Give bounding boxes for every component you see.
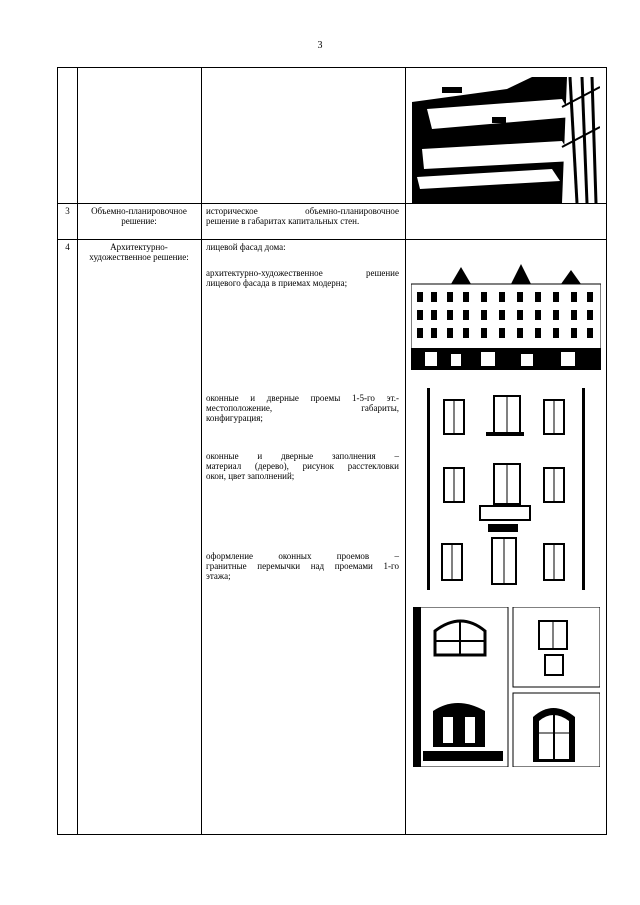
description-line: местоположение, габариты, (206, 403, 399, 413)
row-number: 4 (65, 242, 70, 252)
description-line: оформление оконных проемов – (206, 551, 399, 561)
street-facade-photo (411, 262, 601, 376)
description-line: оконные и дверные заполнения – (206, 451, 399, 461)
description-line: оконные и дверные проемы 1-5-го эт.- (206, 393, 399, 403)
description-item (206, 393, 399, 423)
row-number: 3 (65, 206, 70, 216)
description-line: этажа; (206, 571, 231, 581)
table-border (57, 834, 607, 835)
stairs-photo (412, 77, 600, 203)
description-line: лицевого фасада в приемах модерна; (206, 278, 348, 288)
description-item (206, 268, 399, 288)
table-border (57, 203, 607, 204)
row-title: Объемно-планировочное решение: (91, 206, 187, 226)
description-line: решение в габаритах капитальных стен. (206, 216, 360, 226)
description-line: историческое объемно-планировочное (206, 206, 399, 216)
description-line: материал (дерево), рисунок расстекловки (206, 461, 399, 471)
table-border (405, 67, 406, 835)
table-border (77, 67, 78, 835)
description-line: конфигурация; (206, 413, 263, 423)
facade-label: лицевой фасад дома: (206, 242, 286, 252)
description-line: окон, цвет заполнений; (206, 471, 295, 481)
description-item (206, 451, 399, 481)
description-line: архитектурно-художественное решение (206, 268, 399, 278)
page-number: 3 (317, 40, 323, 51)
table-border (57, 67, 607, 68)
row-description (206, 206, 399, 226)
table-border (201, 67, 202, 835)
table-border (606, 67, 607, 835)
description-line: гранитные перемычки над проемами 1-го (206, 561, 399, 571)
description-item (206, 551, 399, 581)
table-border (57, 67, 58, 835)
window-details-photo (413, 607, 600, 767)
table-border (57, 239, 607, 240)
row-title: Архитектурно-художественное решение: (89, 242, 189, 262)
facade-windows-photo (424, 388, 588, 590)
